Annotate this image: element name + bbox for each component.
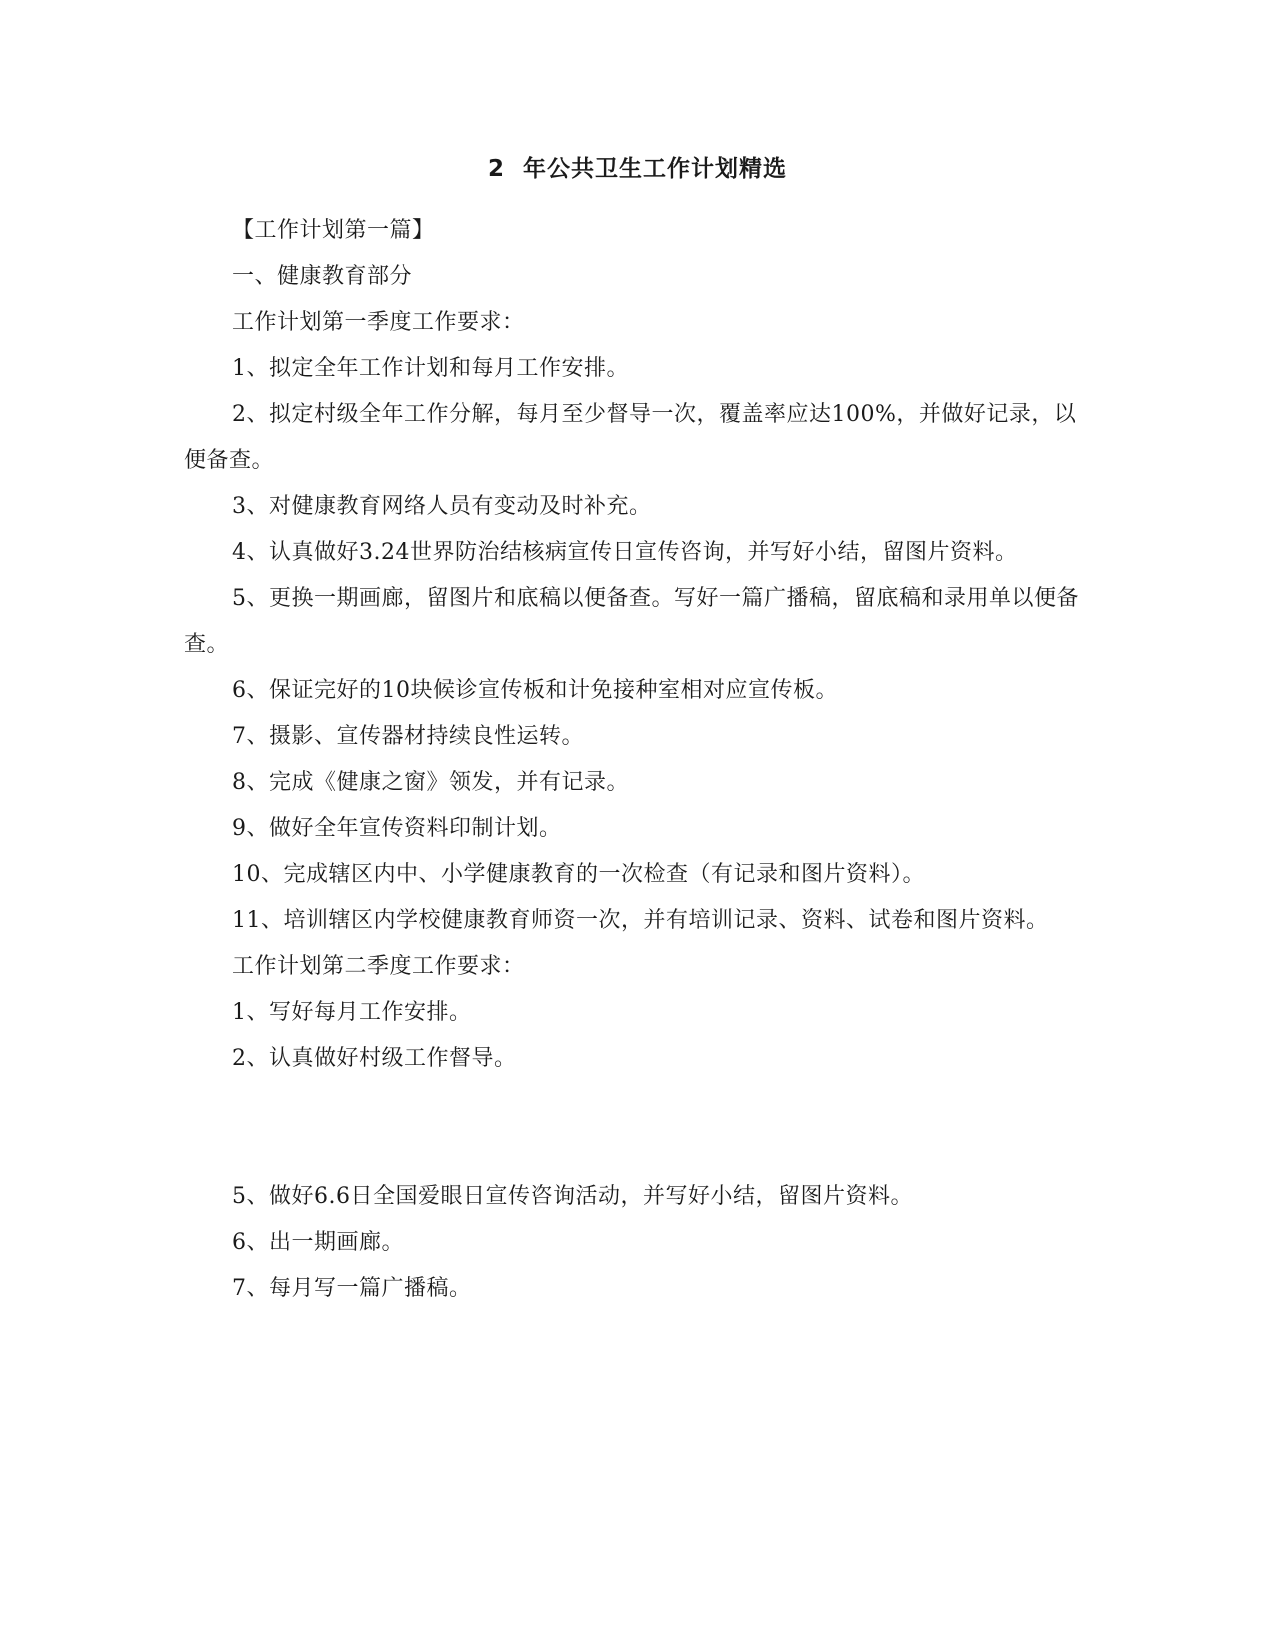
- paragraph: 3、对健康教育网络人员有变动及时补充。: [232, 494, 652, 519]
- paragraph: 7、每月写一篇广播稿。: [232, 1276, 472, 1301]
- paragraph: 一、健康教育部分: [232, 264, 413, 289]
- paragraph: 4、认真做好3.24世界防治结核病宣传日宣传咨询，并写好小结，留图片资料。: [232, 540, 1018, 565]
- paragraph: 工作计划第二季度工作要求：: [232, 954, 525, 979]
- paragraph: 【工作计划第一篇】: [232, 218, 435, 243]
- title-text: 年公共卫生工作计划精选: [523, 156, 787, 182]
- paragraph: 2、认真做好村级工作督导。: [232, 1046, 517, 1071]
- paragraph: 6、保证完好的10块候诊宣传板和计免接种室相对应宣传板。: [232, 678, 838, 703]
- paragraph: 7、摄影、宣传器材持续良性运转。: [232, 724, 584, 749]
- paragraph: 5、做好6.6日全国爱眼日宣传咨询活动，并写好小结，留图片资料。: [232, 1184, 913, 1209]
- paragraph: 5、更换一期画廊，留图片和底稿以便备查。写好一篇广播稿，留底稿和录用单以便备查。: [184, 586, 1079, 657]
- paragraph: 2、拟定村级全年工作分解，每月至少督导一次，覆盖率应达100%，并做好记录，以便备查。: [184, 402, 1077, 473]
- paragraph: 11、培训辖区内学校健康教育师资一次，并有培训记录、资料、试卷和图片资料。: [232, 908, 1049, 933]
- blank-gap: [184, 1082, 1084, 1174]
- document-body: [184, 208, 1084, 1312]
- paragraph: 1、写好每月工作安排。: [232, 1000, 472, 1025]
- paragraph: 9、做好全年宣传资料印制计划。: [232, 816, 562, 841]
- paragraph: 8、完成《健康之窗》领发，并有记录。: [232, 770, 629, 795]
- page-title: [0, 150, 1275, 183]
- paragraph: 工作计划第一季度工作要求：: [232, 310, 525, 335]
- paragraph: 1、拟定全年工作计划和每月工作安排。: [232, 356, 629, 381]
- title-number: 2: [487, 156, 505, 182]
- paragraph: 10、完成辖区内中、小学健康教育的一次检查（有记录和图片资料）。: [232, 862, 925, 887]
- paragraph: 6、出一期画廊。: [232, 1230, 404, 1255]
